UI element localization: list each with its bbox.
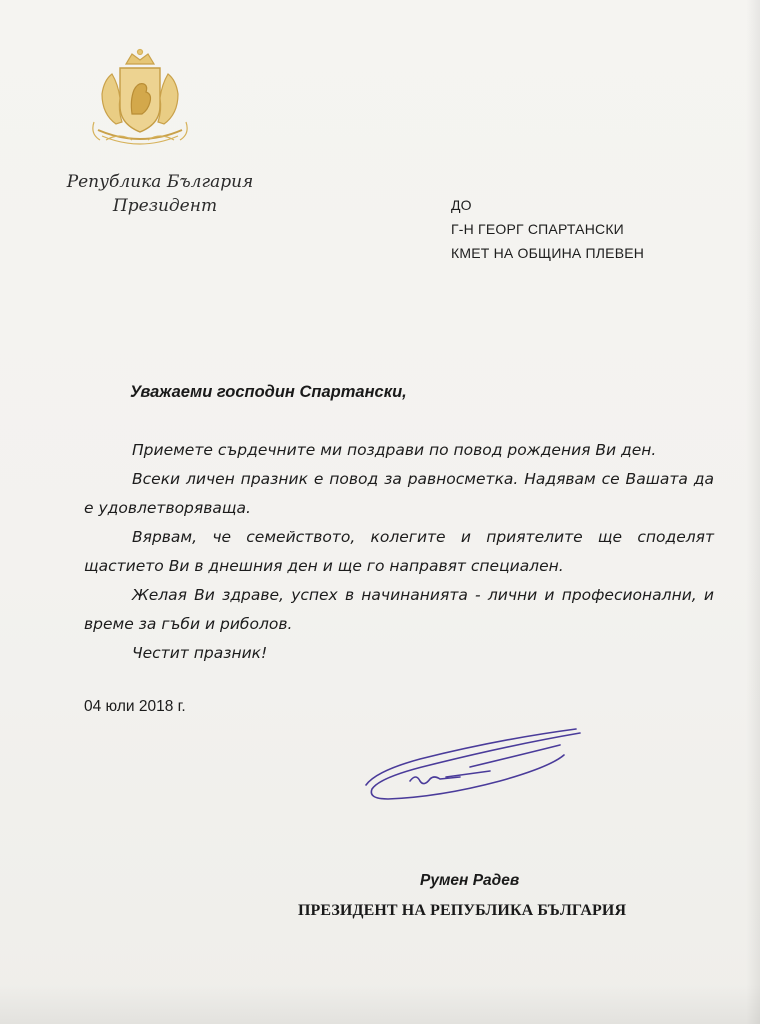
signer-name: Румен Радев [420, 872, 520, 889]
closing-greeting: Честит празник! [132, 644, 268, 662]
issuer-country: Република България [66, 172, 254, 192]
salutation: Уважаеми господин Спартански, [130, 383, 407, 401]
recipient-position: КМЕТ НА ОБЩИНА ПЛЕВЕН [451, 245, 645, 261]
handwritten-signature-icon [350, 715, 590, 815]
recipient-name: Г-Н ГЕОРГ СПАРТАНСКИ [451, 221, 624, 237]
body-paragraph: Приемете сърдечните ми поздрави по повод рождения Ви ден. [132, 441, 657, 459]
letter-body [84, 436, 714, 668]
recipient-to: ДО [451, 197, 472, 213]
paper-edge-shadow [746, 0, 760, 1024]
letter-date: 04 юли 2018 г. [84, 698, 186, 715]
paper-bottom-shadow [0, 984, 760, 1024]
issuer-block [50, 170, 270, 218]
recipient-address [451, 193, 644, 265]
signer-title: ПРЕЗИДЕНТ НА РЕПУБЛИКА БЪЛГАРИЯ [298, 902, 627, 919]
issuer-office: Президент [112, 196, 218, 216]
bulgarian-coat-of-arms-icon [76, 44, 204, 156]
body-paragraph: Желая Ви здраве, успех в начинанията - лични и професионални, и време за гъби и риболов. [84, 586, 714, 633]
body-paragraph: Вярвам, че семейството, колегите и приятелите ще споделят щастието Ви в днешния ден и ще го направят специален. [84, 528, 714, 575]
body-paragraph: Всеки личен празник е повод за равносметка. Надявам се Вашата да е удовлетворяваща. [84, 470, 714, 517]
